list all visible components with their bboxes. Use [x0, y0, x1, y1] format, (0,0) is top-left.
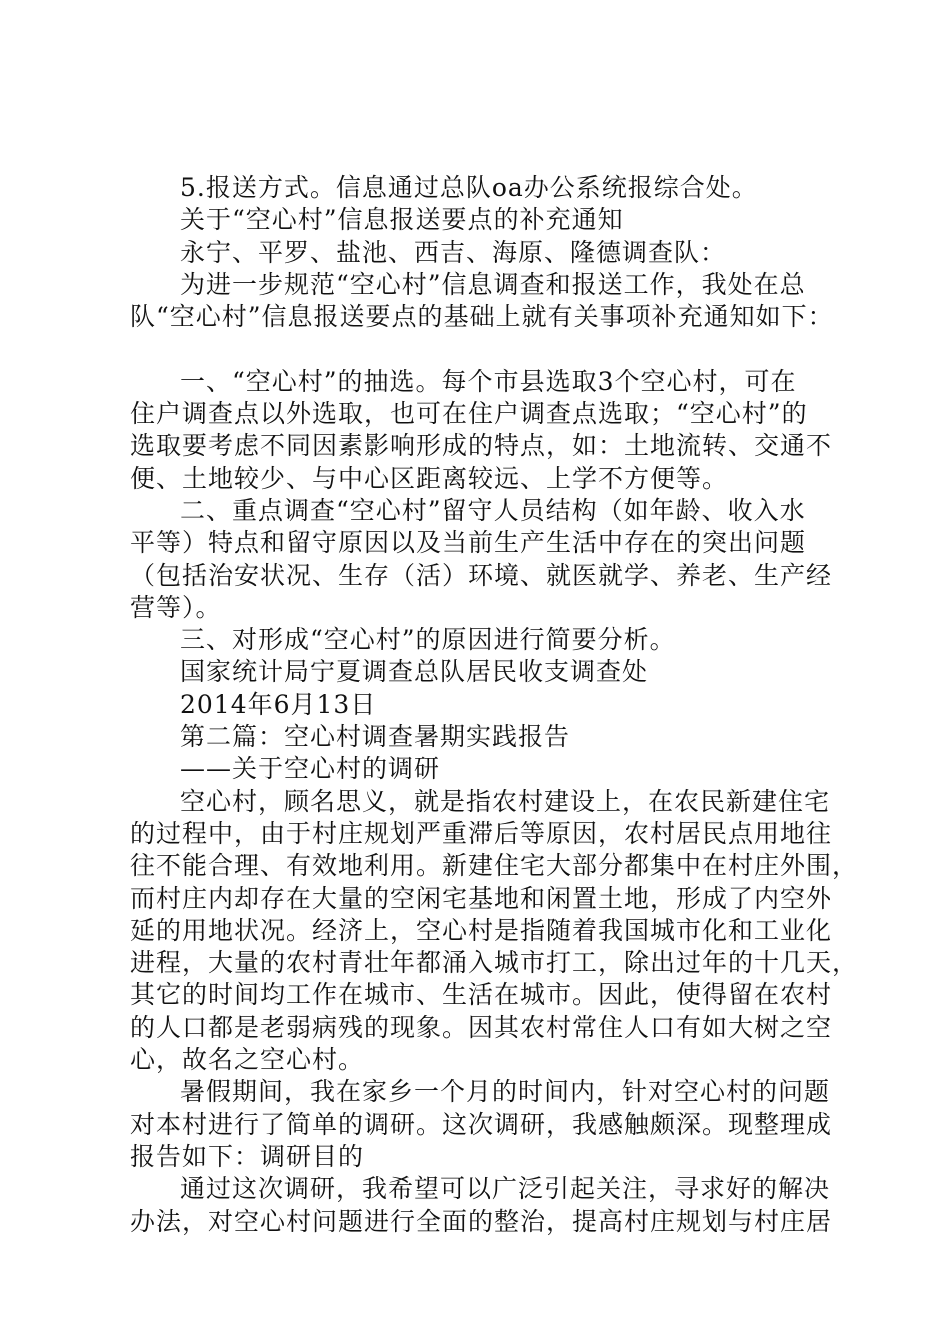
blank-line [130, 333, 830, 365]
text-line: 第二篇：空心村调查暑期实践报告 [180, 722, 571, 752]
text-line: 办法，对空心村问题进行全面的整治，提高村庄规划与村庄居 [130, 1206, 833, 1236]
text-line: 对本村进行了简单的调研。这次调研，我感触颇深。现整理成 [130, 1109, 833, 1139]
text-line: 而村庄内却存在大量的空闲宅基地和闲置土地，形成了内空外 [130, 883, 833, 913]
text-line: 住户调查点以外选取，也可在住户调查点选取；“空心村”的 [130, 399, 808, 429]
text-line: 暑假期间，我在家乡一个月的时间内，针对空心村的问题 [180, 1077, 831, 1107]
text-line: 报告如下：调研目的 [130, 1141, 365, 1171]
text-line: 的人口都是老弱病残的现象。因其农村常住人口有如大树之空 [130, 1012, 833, 1042]
text-line: 其它的时间均工作在城市、生活在城市。因此，使得留在农村 [130, 980, 833, 1010]
text-line: ——关于空心村的调研 [180, 754, 441, 784]
text-line: 往不能合理、有效地利用。新建住宅大部分都集中在村庄外围， [130, 851, 859, 881]
text-line: 永宁、平罗、盐池、西吉、海原、隆德调查队： [180, 237, 727, 267]
text-line: 心，故名之空心村。 [130, 1045, 365, 1075]
text-line: 营等）。 [130, 592, 222, 622]
text-line: 队“空心村”信息报送要点的基础上就有关事项补充通知如下： [130, 302, 834, 332]
text-line: 进程，大量的农村青壮年都涌入城市打工，除出过年的十几天， [130, 948, 859, 978]
text-line: 便、土地较少、与中心区距离较远、上学不方便等。 [130, 463, 729, 493]
text-line: 国家统计局宁夏调查总队居民收支调查处 [180, 657, 649, 687]
text-line: 空心村，顾名思义，就是指农村建设上，在农民新建住宅 [180, 786, 831, 816]
text-line: 二、重点调查“空心村”留守人员结构（如年龄、收入水 [180, 495, 806, 525]
text-line: 的过程中，由于村庄规划严重滞后等原因，农村居民点用地往 [130, 818, 833, 848]
text-line: 平等）特点和留守原因以及当前生产生活中存在的突出问题 [130, 528, 807, 558]
text-line: 选取要考虑不同因素影响形成的特点，如：土地流转、交通不 [130, 431, 833, 461]
text-line: 5.报送方式。信息通过总队oa办公系统报综合处。 [180, 173, 758, 202]
text-line: 关于“空心村”信息报送要点的补充通知 [180, 205, 624, 235]
document-body [130, 172, 859, 1238]
text-line: 2014年6月13日 [180, 689, 377, 719]
text-line: 为进一步规范“空心村”信息调查和报送工作，我处在总 [180, 269, 806, 299]
text-line: 一、“空心村”的抽选。每个市县选取3个空心村，可在 [180, 366, 797, 396]
text-line: 通过这次调研，我希望可以广泛引起关注，寻求好的解决 [180, 1174, 831, 1204]
text-line: 三、对形成“空心村”的原因进行简要分析。 [180, 625, 676, 655]
text-line: 延的用地状况。经济上，空心村是指随着我国城市化和工业化 [130, 915, 833, 945]
text-line: （包括治安状况、生存（活）环境、就医就学、养老、生产经 [130, 560, 833, 590]
